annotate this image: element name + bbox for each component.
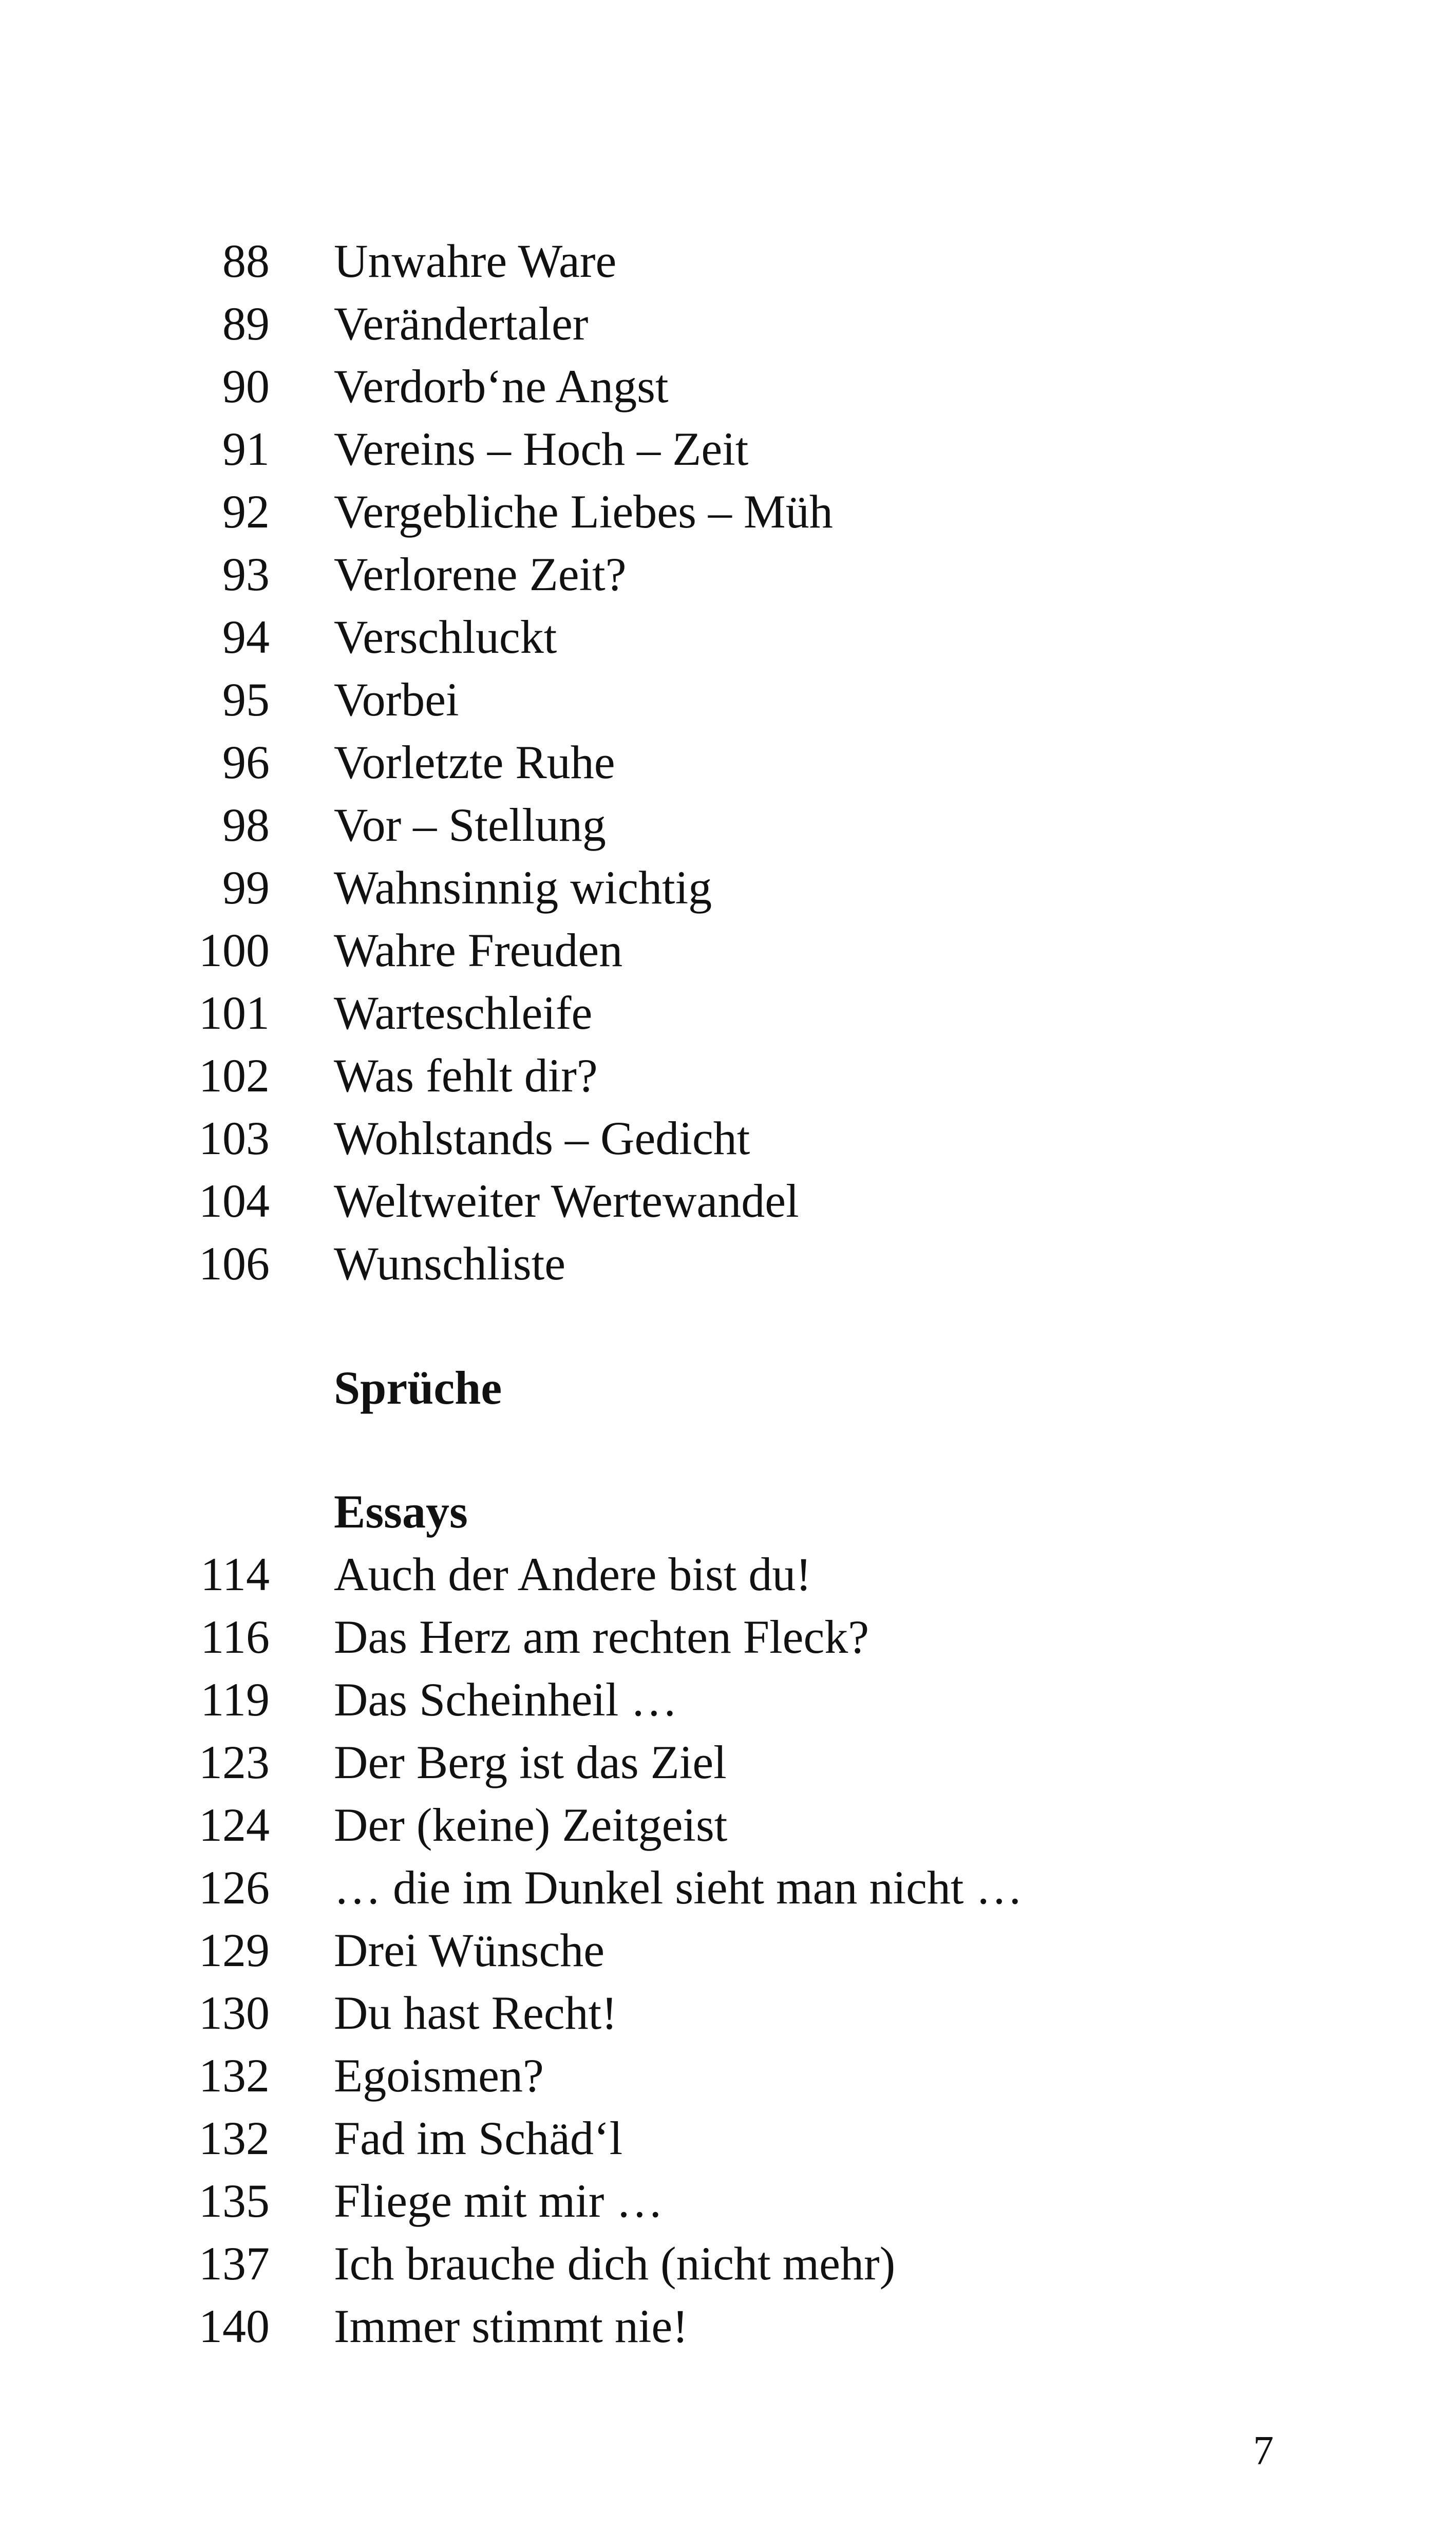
toc-entry-page-number: 137 xyxy=(199,2237,270,2290)
toc-entry-title: Der (keine) Zeitgeist xyxy=(334,1799,728,1851)
toc-entry-title: Was fehlt dir? xyxy=(334,1049,598,1102)
toc-entry-page-number: 94 xyxy=(222,611,270,663)
toc-entry-title: Der Berg ist das Ziel xyxy=(334,1736,727,1788)
toc-entry-title: Immer stimmt nie! xyxy=(334,2300,688,2352)
toc-entry xyxy=(0,355,1456,418)
toc-entry-title: Verdorb‘ne Angst xyxy=(334,360,669,412)
toc-entry xyxy=(0,2107,1456,2169)
section-heading-essays: Essays xyxy=(334,1485,468,1538)
toc-entry-title: Wahre Freuden xyxy=(334,924,623,976)
toc-entry-page-number: 123 xyxy=(199,1736,270,1788)
toc-entry-title: Das Scheinheil … xyxy=(334,1673,678,1726)
toc-entry-page-number: 91 xyxy=(222,423,270,475)
toc-entry-title: Auch der Andere bist du! xyxy=(334,1548,811,1600)
toc-entry-title: Vereins – Hoch – Zeit xyxy=(334,423,749,475)
toc-entry xyxy=(0,2169,1456,2232)
toc-entry xyxy=(0,1232,1456,1295)
toc-entry-page-number: 93 xyxy=(222,548,270,600)
toc-entry xyxy=(0,230,1456,292)
toc-entry-page-number: 106 xyxy=(199,1237,270,1290)
toc-entry-title: Egoismen? xyxy=(334,2049,544,2102)
toc-entry xyxy=(0,1794,1456,1856)
toc-entry xyxy=(0,418,1456,480)
toc-entry-title: Vergebliche Liebes – Müh xyxy=(334,485,833,538)
toc-entry-page-number: 100 xyxy=(199,924,270,976)
toc-entry-title: Drei Wünsche xyxy=(334,1924,605,1976)
toc-entry xyxy=(0,668,1456,731)
toc-poems-list xyxy=(0,230,1456,1295)
toc-entry xyxy=(0,1668,1456,1731)
toc-entry-page-number: 116 xyxy=(200,1611,270,1663)
toc-entry xyxy=(0,982,1456,1044)
toc-entry-page-number: 101 xyxy=(199,987,270,1039)
toc-entry-title: Fad im Schäd‘l xyxy=(334,2112,623,2164)
toc-entry xyxy=(0,2295,1456,2357)
toc-entry-title: Verschluckt xyxy=(334,611,557,663)
toc-entry xyxy=(0,1919,1456,1981)
toc-entry-page-number: 129 xyxy=(199,1924,270,1976)
toc-entry-page-number: 90 xyxy=(222,360,270,412)
toc-entry-page-number: 104 xyxy=(199,1175,270,1227)
toc-entry xyxy=(0,919,1456,982)
toc-entry-page-number: 99 xyxy=(222,861,270,914)
toc-entry xyxy=(0,856,1456,919)
toc-entry-page-number: 132 xyxy=(199,2112,270,2164)
toc-entry xyxy=(0,1731,1456,1794)
toc-entry xyxy=(0,1169,1456,1232)
toc-entry-page-number: 114 xyxy=(200,1548,270,1600)
toc-entry-page-number: 88 xyxy=(222,235,270,287)
toc-entry-page-number: 135 xyxy=(199,2175,270,2227)
toc-entry-page-number: 124 xyxy=(199,1799,270,1851)
toc-entry xyxy=(0,292,1456,355)
toc-entry-page-number: 98 xyxy=(222,799,270,851)
toc-entry-title: Vorbei xyxy=(334,673,459,726)
toc-entry-title: Ich brauche dich (nicht mehr) xyxy=(334,2237,896,2290)
toc-entry-title: Wunschliste xyxy=(334,1237,566,1290)
toc-entry xyxy=(0,1606,1456,1668)
toc-entry-title: Vorletzte Ruhe xyxy=(334,736,615,788)
toc-entry xyxy=(0,1044,1456,1107)
page-number: 7 xyxy=(1253,2428,1274,2474)
toc-entry xyxy=(0,606,1456,668)
toc-entry xyxy=(0,1543,1456,1606)
toc-entry-title: Das Herz am rechten Fleck? xyxy=(334,1611,869,1663)
toc-entry-title: Du hast Recht! xyxy=(334,1987,617,2039)
toc-entry xyxy=(0,1856,1456,1919)
toc-entry-page-number: 96 xyxy=(222,736,270,788)
toc-entry xyxy=(0,794,1456,856)
toc-entry xyxy=(0,2232,1456,2295)
toc-entry-title: … die im Dunkel sieht man nicht … xyxy=(334,1861,1023,1914)
toc-entry-page-number: 140 xyxy=(199,2300,270,2352)
toc-entry-page-number: 126 xyxy=(199,1861,270,1914)
section-heading-sprueche: Sprüche xyxy=(334,1362,502,1414)
toc-entry-title: Wahnsinnig wichtig xyxy=(334,861,712,914)
toc-entry-title: Vor – Stellung xyxy=(334,799,606,851)
toc-entry-title: Unwahre Ware xyxy=(334,235,617,287)
toc-entry-page-number: 132 xyxy=(199,2049,270,2102)
toc-essays-list xyxy=(0,1543,1456,2357)
toc-entry-title: Verändertaler xyxy=(334,297,589,350)
toc-entry-page-number: 102 xyxy=(199,1049,270,1102)
toc-entry-page-number: 89 xyxy=(222,297,270,350)
toc-entry xyxy=(0,2044,1456,2107)
toc-entry-title: Fliege mit mir … xyxy=(334,2175,664,2227)
toc-entry-title: Warteschleife xyxy=(334,987,593,1039)
toc-entry-title: Weltweiter Wertewandel xyxy=(334,1175,799,1227)
toc-entry-page-number: 103 xyxy=(199,1112,270,1164)
toc-entry xyxy=(0,480,1456,543)
toc-entry-page-number: 92 xyxy=(222,485,270,538)
toc-entry xyxy=(0,731,1456,794)
toc-entry-page-number: 95 xyxy=(222,673,270,726)
toc-entry-title: Verlorene Zeit? xyxy=(334,548,627,600)
toc-entry xyxy=(0,543,1456,606)
toc-entry xyxy=(0,1981,1456,2044)
toc-entry-page-number: 119 xyxy=(200,1673,270,1726)
toc-entry xyxy=(0,1107,1456,1169)
toc-entry-title: Wohlstands – Gedicht xyxy=(334,1112,750,1164)
toc-entry-page-number: 130 xyxy=(199,1987,270,2039)
